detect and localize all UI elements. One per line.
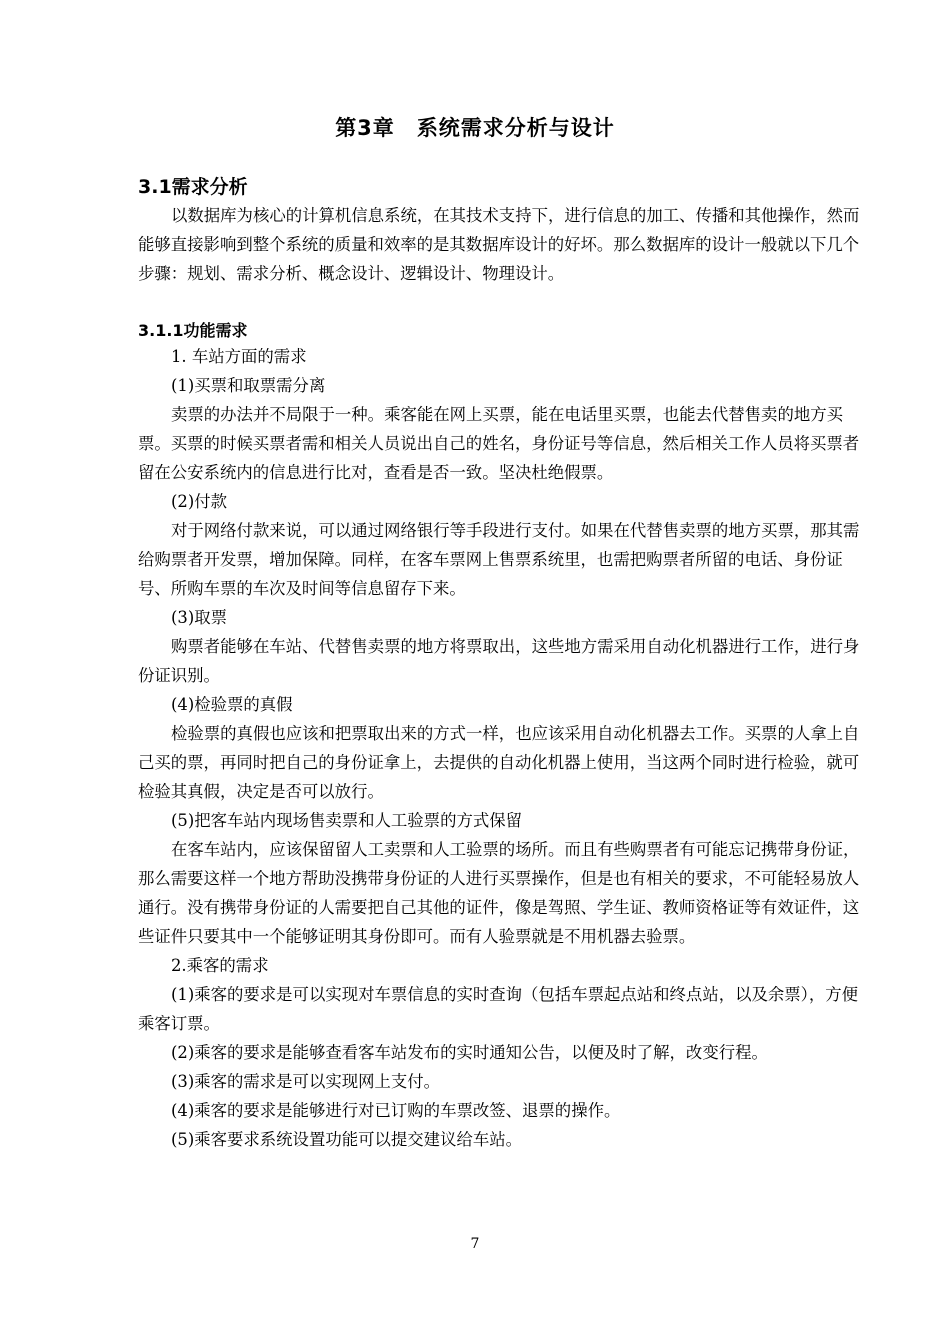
- station-item-2-text: 对于网络付款来说，可以通过网络银行等手段进行支付。如果在代替售卖票的地方买票，那其需给购票者开发票，增加保障。同样，在客车票网上售票系统里，也需把购票者所留的电话、身份证号、所购车票的车次及时间等信息留存下来。: [138, 521, 860, 598]
- station-item-5-title: (5)把客车站内现场售卖票和人工验票的方式保留: [171, 811, 523, 830]
- chapter-number: 第3章: [335, 116, 395, 140]
- station-item-4-text: 检验票的真假也应该和把票取出来的方式一样，也应该采用自动化机器去工作。买票的人拿上自己买的票，再同时把自己的身份证拿上，去提供的自动化机器上使用，当这两个同时进行检验，就可检验其真假，决定是否可以放行。: [138, 724, 860, 801]
- passenger-heading: 2.乘客的需求: [171, 956, 269, 975]
- passenger-req-1: (1)乘客的要求是可以实现对车票信息的实时查询（包括车票起点站和终点站，以及余票），方便乘客订票。: [138, 985, 859, 1033]
- station-item-1-title: (1)买票和取票需分离: [171, 376, 326, 395]
- requirements-body: [138, 342, 864, 1154]
- section-heading: 3.1需求分析: [138, 176, 248, 198]
- station-item-2-title: (2)付款: [171, 492, 227, 511]
- station-item-3-title: (3)取票: [171, 608, 227, 627]
- passenger-req-4: (4)乘客的要求是能够进行对已订购的车票改签、退票的操作。: [171, 1101, 621, 1120]
- station-item-3-text: 购票者能够在车站、代替售卖票的地方将票取出，这些地方需采用自动化机器进行工作，进行身份证识别。: [138, 637, 860, 685]
- chapter-name: 系统需求分析与设计: [416, 116, 615, 140]
- subsection-heading: 3.1.1功能需求: [138, 321, 248, 340]
- passenger-req-2: (2)乘客的要求是能够查看客车站发布的实时通知公告，以便及时了解，改变行程。: [171, 1043, 768, 1062]
- intro-block: [138, 201, 864, 288]
- passenger-req-3: (3)乘客的需求是可以实现网上支付。: [171, 1072, 441, 1091]
- station-item-1-text: 卖票的办法并不局限于一种。乘客能在网上买票，能在电话里买票，也能去代替售卖的地方买票。买票的时候买票者需和相关人员说出自己的姓名，身份证号等信息，然后相关工作人员将买票者留在公安系统内的信息进行比对，查看是否一致。坚决杜绝假票。: [138, 405, 860, 482]
- page-number: 7: [470, 1236, 480, 1252]
- station-item-5-text: 在客车站内，应该保留留人工卖票和人工验票的场所。而且有些购票者有可能忘记携带身份证，那么需要这样一个地方帮助没携带身份证的人进行买票操作，但是也有相关的要求，不可能轻易放人通行。没有携带身份证的人需要把自己其他的证件，像是驾照、学生证、教师资格证等有效证件，这些证件只要其中一个能够证明其身份即可。而有人验票就是不用机器去验票。: [138, 840, 860, 946]
- passenger-req-5: (5)乘客要求系统设置功能可以提交建议给车站。: [171, 1130, 523, 1149]
- station-heading: 1. 车站方面的需求: [171, 347, 307, 366]
- intro-paragraph: 以数据库为核心的计算机信息系统，在其技术支持下，进行信息的加工、传播和其他操作，然而能够直接影响到整个系统的质量和效率的是其数据库设计的好坏。那么数据库的设计一般就以下几个步骤：规划、需求分析、概念设计、逻辑设计、物理设计。: [138, 206, 860, 283]
- station-item-4-title: (4)检验票的真假: [171, 695, 293, 714]
- chapter-title: [0, 112, 950, 142]
